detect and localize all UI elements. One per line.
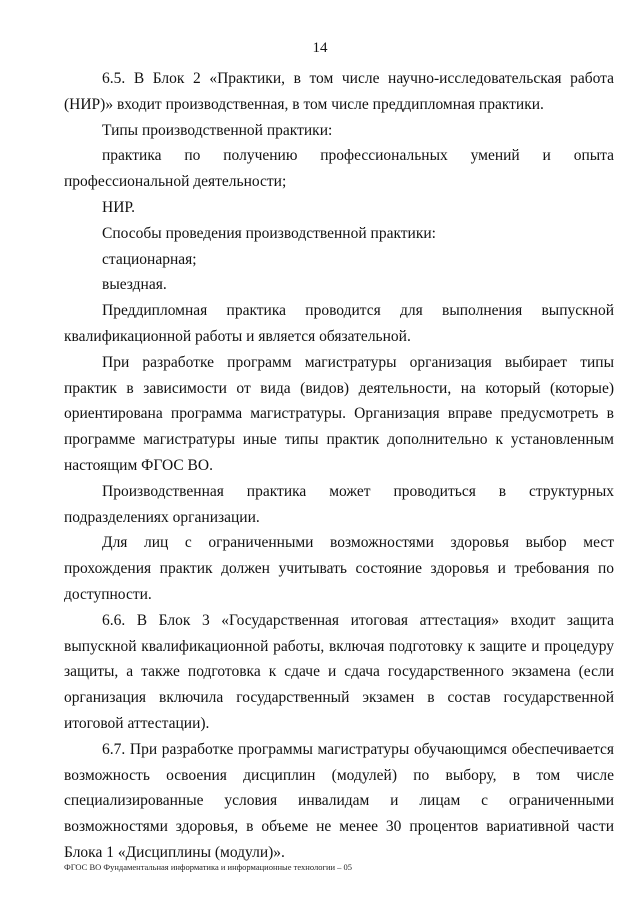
paragraph-pre-diploma: Преддипломная практика проводится для выполнения выпускной квалификационной работы и является обязательной. xyxy=(64,302,614,345)
paragraph-6-7: 6.7. При разработке программы магистратуры обучающимся обеспечивается возможность освоения дисциплин (модулей) по выбору, в том числе специализированные условия инвалидам и лицам с ограниченными возможностями здоровья, в объеме не менее 30 процентов вариативной части Блока 1 «Дисциплины (модули)». xyxy=(64,740,614,861)
list-item-nir: НИР. xyxy=(102,198,135,216)
page-footer: ФГОС ВО Фундаментальная информатика и информационные технологии – 05 xyxy=(64,862,353,872)
paragraph-6-5: 6.5. В Блок 2 «Практики, в том числе научно-исследовательская работа (НИР)» входит производственная, в том числе преддипломная практики. xyxy=(64,70,614,113)
paragraph-program-development: При разработке программ магистратуры организация выбирает типы практик в зависимости от вида (видов) деятельности, на который (которые) ориентирована программа магистратуры. Организация вправе предусмотреть в программе магистратуры иные типы практик дополнительно к установленным настоящим ФГОС ВО. xyxy=(64,353,614,474)
list-item-practice-type: практика по получению профессиональных умений и опыта профессиональной деятельности; xyxy=(64,147,614,191)
page-number: 14 xyxy=(312,40,328,56)
paragraph-structural-units: Производственная практика может проводиться в структурных подразделениях организации. xyxy=(64,482,614,526)
list-item-field: выездная. xyxy=(102,276,167,294)
document-body xyxy=(64,66,614,866)
paragraph-disabilities: Для лиц с ограниченными возможностями здоровья выбор мест прохождения практик должен учитывать состояние здоровья и требования по доступности. xyxy=(64,534,614,603)
list-item-stationary: стационарная; xyxy=(102,250,197,268)
paragraph-6-6: 6.6. В Блок 3 «Государственная итоговая аттестация» входит защита выпускной квалификационной работы, включая подготовку к защите и процедуру защиты, а также подготовка к сдаче и сдача государственного экзамена (если организация включила государственный экзамен в состав государственной итоговой аттестации). xyxy=(64,611,614,732)
paragraph-practice-methods-heading: Способы проведения производственной практики: xyxy=(102,224,436,242)
paragraph-practice-types-heading: Типы производственной практики: xyxy=(102,121,333,139)
